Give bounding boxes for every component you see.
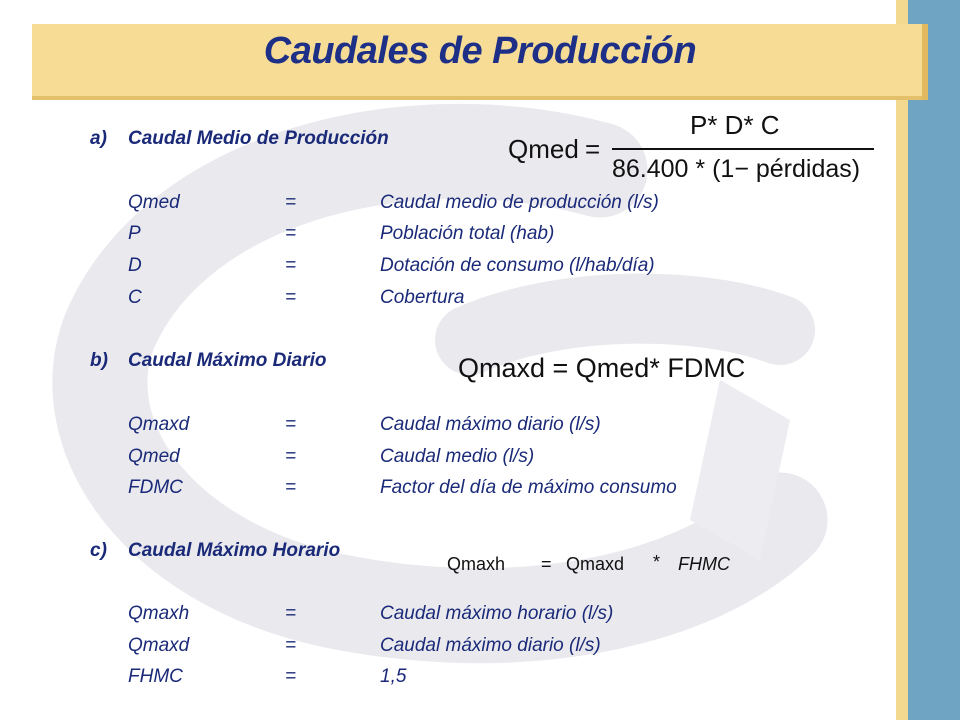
definition-description: Caudal máximo horario (l/s) [380,603,614,624]
definition-symbol: C [128,287,142,308]
definition-equals: = [285,446,297,467]
formula-a-lhs: Qmed [508,134,579,164]
formula-a-eq: = [585,134,601,164]
formula-c-term1: Qmaxd [566,554,625,574]
definition-description: Cobertura [380,287,465,308]
section-b-heading [90,350,327,372]
formula-c-mul: * [653,552,661,572]
definition-symbol: Qmaxh [128,603,190,624]
section-a-title: Caudal Medio de Producción [128,128,389,149]
formula-c-eq: = [541,554,552,574]
definition-description: Población total (hab) [380,223,555,244]
definition-description: Caudal máximo diario (l/s) [380,414,601,435]
formula-qmaxd: Qmaxd = Qmed* FDMC [458,353,746,383]
section-b-title: Caudal Máximo Diario [128,350,327,371]
definition-equals: = [285,603,297,624]
definition-description: Factor del día de máximo consumo [380,477,677,498]
definition-description: Caudal medio de producción (l/s) [380,192,659,213]
definition-equals: = [285,255,297,276]
formula-a-numerator: P* D* C [690,110,780,140]
definition-equals: = [285,192,297,213]
definition-symbol: Qmed [128,192,180,213]
definition-symbol: Qmed [128,446,180,467]
formula-c-term2: FHMC [678,554,730,574]
definition-description: Caudal máximo diario (l/s) [380,635,601,656]
definition-symbol: FHMC [128,666,183,687]
formula-c-lhs: Qmaxh [447,554,506,574]
definition-equals: = [285,414,297,435]
section-a-heading [90,128,389,150]
definition-symbol: D [128,255,142,276]
definition-symbol: P [128,223,141,244]
formula-a-fraction-bar [612,148,874,150]
page-title: Caudales de Producción [263,30,697,72]
definition-symbol: Qmaxd [128,635,190,656]
section-c-heading [90,540,340,562]
definition-description: Caudal medio (l/s) [380,446,535,467]
section-a-mark: a) [90,128,107,149]
definition-equals: = [285,223,297,244]
definition-equals: = [285,666,297,687]
definition-equals: = [285,287,297,308]
formula-a-denominator: 86.400 * (1− pérdidas) [612,155,861,183]
definition-equals: = [285,477,297,498]
section-c-mark: c) [90,540,107,561]
definition-equals: = [285,635,297,656]
section-c-title: Caudal Máximo Horario [128,540,341,561]
definition-description: 1,5 [380,666,407,687]
definition-symbol: Qmaxd [128,414,190,435]
definition-symbol: FDMC [128,477,183,498]
definition-description: Dotación de consumo (l/hab/día) [380,255,655,276]
section-b-mark: b) [90,350,108,371]
